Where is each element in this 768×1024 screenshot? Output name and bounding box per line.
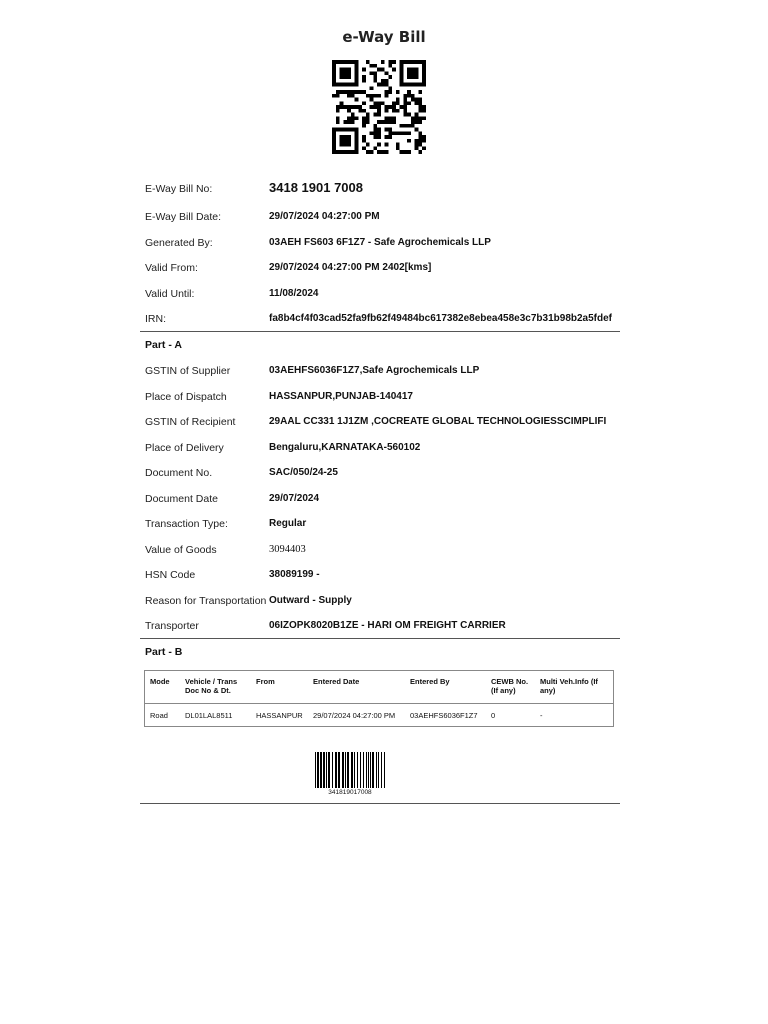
eway-bill-no-value: 3418 1901 7008 <box>269 180 363 195</box>
transaction-type-row <box>145 518 620 538</box>
field-value: 11/08/2024 <box>269 288 319 299</box>
field-label: Transaction Type: <box>145 518 228 530</box>
field-label: Value of Goods <box>145 544 217 556</box>
field-label: Valid Until: <box>145 288 195 300</box>
generated-by-row <box>145 237 620 257</box>
qr-code-icon <box>332 60 426 154</box>
irn-value: fa8b4cf4f03cad52fa9fb62f49484bc617382e8ebea458e3c7b31b98b2a5fdef <box>269 313 613 324</box>
divider <box>140 803 620 804</box>
table-cell: 03AEHFS6036F1Z7 <box>410 710 478 720</box>
valid-until-row <box>145 288 620 308</box>
table-cell: - <box>540 710 543 720</box>
field-label: Place of Delivery <box>145 442 224 454</box>
field-label: Reason for Transportation <box>145 595 267 607</box>
transporter-row <box>145 620 620 640</box>
hsn-code-row <box>145 569 620 589</box>
table-cell: 0 <box>491 710 496 720</box>
field-value: 29AAL CC331 1J1ZM ,COCREATE GLOBAL TECHNOLOGIESSCIMPLIFI <box>269 416 607 427</box>
field-value: SAC/050/24-25 <box>269 467 338 478</box>
column-header: Entered By <box>405 671 486 704</box>
field-value: HASSANPUR,PUNJAB-140417 <box>269 391 413 402</box>
barcode-icon <box>315 752 385 788</box>
column-header: Mode <box>145 671 181 704</box>
column-header: Entered Date <box>308 671 405 704</box>
field-label: IRN: <box>145 313 166 325</box>
column-header: Multi Veh.Info (If any) <box>535 671 614 704</box>
field-value: 3094403 <box>269 544 306 555</box>
part-b-table <box>144 670 614 727</box>
eway-bill-no-row <box>145 180 620 203</box>
field-value: Bengaluru,KARNATAKA-560102 <box>269 442 421 453</box>
reason-for-transportation-row <box>145 595 620 615</box>
field-label: GSTIN of Recipient <box>145 416 236 428</box>
divider <box>140 331 620 332</box>
document-date-row <box>145 493 620 513</box>
column-header: CEWB No. (If any) <box>486 671 535 704</box>
eway-bill-date-row <box>145 211 620 231</box>
field-label: Generated By: <box>145 237 213 249</box>
field-value: 29/07/2024 <box>269 493 320 504</box>
field-value: 03AEHFS6036F1Z7,Safe Agrochemicals LLP <box>269 365 480 376</box>
place-of-delivery-row <box>145 442 620 462</box>
field-value: 38089199 - <box>269 569 320 580</box>
part-b-title: Part - B <box>145 646 183 658</box>
divider <box>140 638 620 639</box>
field-label: Document No. <box>145 467 213 479</box>
field-value: Regular <box>269 518 307 529</box>
field-label: HSN Code <box>145 569 196 581</box>
field-value: Outward - Supply <box>269 595 352 606</box>
field-value: 29/07/2024 04:27:00 PM 2402[kms] <box>269 262 432 273</box>
field-value: 03AEH FS603 6F1Z7 - Safe Agrochemicals LLP <box>269 237 491 248</box>
irn-row <box>145 313 620 333</box>
field-label: Document Date <box>145 493 218 505</box>
field-value: 29/07/2024 04:27:00 PM <box>269 211 380 222</box>
value-of-goods-row <box>145 544 620 564</box>
gstin-supplier-row <box>145 365 620 385</box>
field-label: E-Way Bill No: <box>145 183 213 195</box>
gstin-recipient-row <box>145 416 620 436</box>
valid-from-row <box>145 262 620 282</box>
field-label: Place of Dispatch <box>145 391 227 403</box>
table-header-row <box>145 671 614 704</box>
field-value: 06IZOPK8020B1ZE - HARI OM FREIGHT CARRIER <box>269 620 506 631</box>
column-header: Vehicle / Trans Doc No & Dt. <box>180 671 251 704</box>
document-no-row <box>145 467 620 487</box>
table-cell: HASSANPUR <box>256 710 303 720</box>
place-of-dispatch-row <box>145 391 620 411</box>
field-label: E-Way Bill Date: <box>145 211 222 223</box>
table-cell: Road <box>150 710 168 720</box>
table-cell: DL01LAL8511 <box>185 710 233 720</box>
field-label: Valid From: <box>145 262 198 274</box>
column-header: From <box>251 671 308 704</box>
page-title: e-Way Bill <box>342 28 426 46</box>
field-label: Transporter <box>145 620 199 632</box>
part-a-title: Part - A <box>145 339 182 351</box>
table-row <box>145 704 614 727</box>
barcode-number: 341819017008 <box>328 789 372 796</box>
field-label: GSTIN of Supplier <box>145 365 231 377</box>
table-cell: 29/07/2024 04:27:00 PM <box>313 710 396 720</box>
